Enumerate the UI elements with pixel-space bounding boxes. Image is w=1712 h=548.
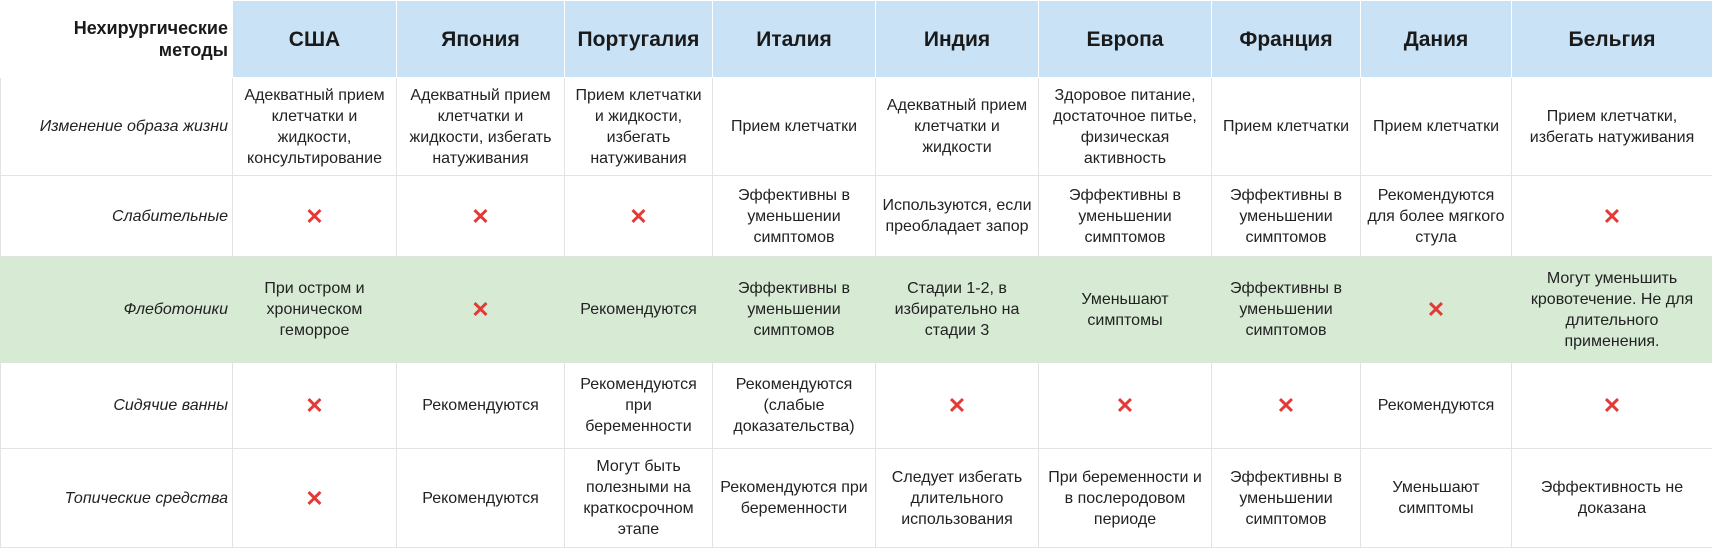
cross-icon: ✕ [1361,257,1512,363]
table-cell: Могут быть полезными на краткосрочном этапе [565,449,713,548]
corner-label: Нехирургические методы [1,1,233,78]
table-cell: Эффективны в уменьшении симптомов [1039,176,1212,257]
table-cell: Рекомендуются [397,363,565,449]
table-cell: Следует избегать длительного использования [876,449,1039,548]
table-cell: Адекватный прием клетчатки и жидкости, избегать натуживания [397,78,565,176]
cross-icon: ✕ [1039,363,1212,449]
country-header: Япония [397,1,565,78]
table-row [1,176,1712,257]
cross-icon: ✕ [876,363,1039,449]
table-row [1,257,1712,363]
table-cell: Эффективны в уменьшении симптомов [1212,449,1361,548]
cross-icon: ✕ [1212,363,1361,449]
table-cell: Прием клетчатки, избегать натуживания [1512,78,1712,176]
table-cell: Рекомендуются [565,257,713,363]
cross-icon: ✕ [1512,363,1712,449]
table-cell: Прием клетчатки [713,78,876,176]
table-cell: При остром и хроническом геморрое [233,257,397,363]
country-header: Индия [876,1,1039,78]
table-cell: Стадии 1-2, в избирательно на стадии 3 [876,257,1039,363]
table-cell: Прием клетчатки [1361,78,1512,176]
table-cell: Рекомендуются при беременности [565,363,713,449]
country-header: Франция [1212,1,1361,78]
country-header: Португалия [565,1,713,78]
cross-icon: ✕ [233,449,397,548]
table-cell: Эффективность не доказана [1512,449,1712,548]
table-cell: Могут уменьшить кровотечение. Не для длительного применения. [1512,257,1712,363]
table-cell: Эффективны в уменьшении симптомов [1212,257,1361,363]
table-cell: Рекомендуются для более мягкого стула [1361,176,1512,257]
table-cell: При беременности и в послеродовом периоде [1039,449,1212,548]
table-row [1,363,1712,449]
table-cell: Используются, если преобладает запор [876,176,1039,257]
row-label: Топические средства [1,449,233,548]
country-header: Дания [1361,1,1512,78]
table-cell: Эффективны в уменьшении симптомов [713,176,876,257]
table-cell: Адекватный прием клетчатки и жидкости, консультирование [233,78,397,176]
table-cell: Прием клетчатки [1212,78,1361,176]
row-label: Флеботоники [1,257,233,363]
cross-icon: ✕ [397,176,565,257]
cross-icon: ✕ [233,363,397,449]
row-label: Сидячие ванны [1,363,233,449]
table-cell: Рекомендуются (слабые доказательства) [713,363,876,449]
cross-icon: ✕ [233,176,397,257]
table-row [1,78,1712,176]
table-cell: Эффективны в уменьшении симптомов [1212,176,1361,257]
table-row [1,449,1712,548]
cross-icon: ✕ [397,257,565,363]
table-cell: Уменьшают симптомы [1039,257,1212,363]
header-row [1,1,1712,78]
table-cell: Прием клетчатки и жидкости, избегать натуживания [565,78,713,176]
table-cell: Рекомендуются при беременности [713,449,876,548]
country-header: Италия [713,1,876,78]
cross-icon: ✕ [1512,176,1712,257]
row-label: Изменение образа жизни [1,78,233,176]
row-label: Слабительные [1,176,233,257]
table-cell: Рекомендуются [397,449,565,548]
table-cell: Уменьшают симптомы [1361,449,1512,548]
country-header: Европа [1039,1,1212,78]
table-cell: Эффективны в уменьшении симптомов [713,257,876,363]
country-header: США [233,1,397,78]
table-cell: Рекомендуются [1361,363,1512,449]
country-header: Бельгия [1512,1,1712,78]
table-cell: Здоровое питание, достаточное питье, физическая активность [1039,78,1212,176]
cross-icon: ✕ [565,176,713,257]
table-body [1,78,1712,548]
table-cell: Адекватный прием клетчатки и жидкости [876,78,1039,176]
